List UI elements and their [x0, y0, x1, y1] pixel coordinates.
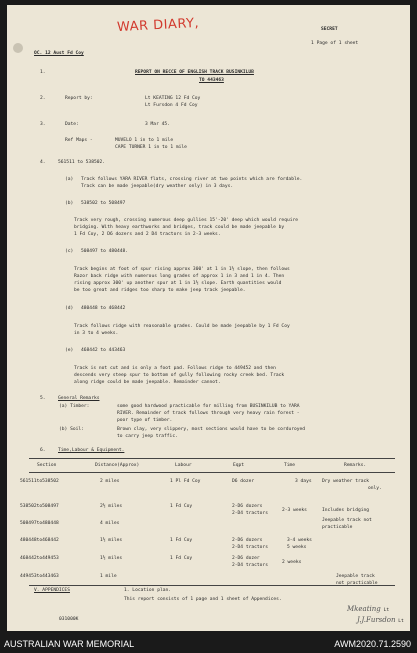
classification: SECRET	[321, 27, 338, 32]
cell-eqpt: 2-D6 dozers	[232, 538, 263, 543]
cell-labour: 1 Fd Coy	[170, 538, 193, 543]
soil-label: (b) Soil:	[59, 427, 84, 432]
cell-labour: 1 Fd Coy	[170, 556, 193, 561]
para-c-label: (c)	[65, 249, 74, 254]
unit-heading: OC. 12 Aust Fd Coy	[34, 51, 84, 56]
para-d-line1: Track follows ridge with reasonable grades. Could be made jeepable by 1 Fd Coy	[74, 324, 290, 329]
para-b-line2: bridging. With heavy earthworks and bridges, track could be made jeepable by	[74, 225, 285, 230]
para-c-line2: Razor back ridge with numerous long grades of approx 1 in 3 and 1 in 4. Then	[74, 274, 285, 279]
para-d-range: 480448 to 468442	[81, 306, 126, 311]
signature-2-rank: Lt	[398, 619, 404, 624]
para-c-line1: Track begins at foot of spur rising approx 300' at 1 in 1½ slope, then follows	[74, 267, 290, 272]
cell-time-2: 5 weeks	[287, 545, 307, 550]
page-number: 1	[311, 41, 314, 46]
ref-map-1: MUVELO 1 in to 1 mile	[115, 138, 174, 143]
para-c-range: 508497 to 480448.	[81, 249, 129, 254]
date-label: Date:	[65, 122, 79, 127]
report-by-line1: Lt KEATING 12 Fd Coy	[145, 96, 201, 101]
timber-line1: some good hardwood practicable for milling from BUSINKILUB to YARA	[117, 404, 300, 409]
col-header-distance: Distance(Approx)	[95, 463, 140, 468]
cell-remarks: Jeepable track	[336, 574, 375, 579]
para-b-line1: Track very rough, crossing numerous deep gullies 15'-20' deep which would require	[74, 218, 299, 223]
para-a-line1: Track follows YARA RIVER flats, crossing river at two points which are fordable.	[81, 177, 303, 182]
para-c-line3: rising approx 300' up another spur at 1 in 1½ slope. Earth quantities would	[74, 281, 282, 286]
cell-distance: 4 miles	[100, 521, 120, 526]
timber-line3: poor type of timber.	[117, 418, 173, 423]
cell-labour: 1 Pl Fd Coy	[170, 479, 201, 484]
handwritten-war-diary: WAR DIARY,	[116, 15, 200, 36]
signature-1	[347, 606, 389, 614]
cell-time: 3 days	[295, 479, 312, 484]
cell-section: 468442to449453	[20, 556, 59, 561]
general-remarks-heading: General Remarks	[58, 396, 100, 401]
timber-label: (a) Timber:	[59, 404, 90, 409]
signature-2	[357, 617, 404, 625]
appendix-note: This report consists of 1 page and 1 sheet of Appendices.	[124, 597, 282, 602]
item-number-6: 6.	[40, 448, 46, 453]
col-header-time: Time	[284, 463, 296, 468]
report-by-line2: Lt Fursdon 4 Fd Coy	[145, 103, 198, 108]
page-of: of	[330, 41, 336, 46]
cell-section: 449453to443463	[20, 574, 59, 579]
archive-footer	[0, 636, 417, 653]
para-b-range: 538502 to 508497	[81, 201, 126, 206]
report-title-line2: TO 443463	[199, 78, 224, 83]
cell-eqpt-2: 2-D4 tractors	[232, 511, 268, 516]
para-d-label: (d)	[65, 306, 74, 311]
cell-labour: 1 Fd Coy	[170, 504, 193, 509]
table-bottom-rule	[29, 585, 395, 586]
ref-map-2: CAPE TURNER 1 in to 1 mile	[115, 145, 187, 150]
para-c-line4: be too great and ridges too sharp to make jeep track jeepable.	[74, 288, 246, 293]
para-a-label: (a)	[65, 177, 74, 182]
cell-distance: 2 miles	[100, 479, 120, 484]
signature-1-name: Mkeating	[347, 605, 381, 613]
para-d-line2: in 3 to 4 weeks.	[74, 331, 119, 336]
item-number-3: 3.	[40, 122, 46, 127]
para-e-range: 468442 to 443463	[81, 348, 126, 353]
document-page	[7, 5, 410, 631]
footer-accession: AWM2020.71.2590	[334, 639, 411, 649]
report-by-label: Report by:	[65, 96, 93, 101]
cell-distance: 1 mile	[100, 574, 117, 579]
appendix-item: 1. Location plan.	[124, 588, 172, 593]
signature-1-rank: Lt	[383, 608, 390, 613]
cell-section: 480448to468442	[20, 538, 59, 543]
appendices-heading: V. APPENDICES	[34, 588, 70, 593]
cell-remarks: Dry weather track	[322, 479, 370, 484]
punch-hole	[13, 43, 23, 53]
soil-line1: Brown clay, very slippery, most sections would have to be corduroyed	[117, 427, 306, 432]
cell-time: 2 weeks	[282, 560, 302, 565]
col-header-labour: Labour	[175, 463, 192, 468]
para-e-line3: along ridge could be made jeepable. Remainder cannot.	[74, 380, 221, 385]
route-range: 561511 to 538502.	[58, 160, 106, 165]
ref-maps-label: Ref Maps -	[65, 138, 93, 143]
col-header-section: Section	[37, 463, 57, 468]
para-b-line3: 1 Fd Coy, 2 D6 dozers and 2 D4 tractors in 2-3 weeks.	[74, 232, 221, 237]
item-number-5: 5.	[40, 396, 46, 401]
cell-time: 3-4 weeks	[287, 538, 312, 543]
file-reference: 031000K	[59, 617, 79, 622]
page-indicator	[311, 41, 358, 47]
item-number-1: 1.	[40, 70, 46, 75]
cell-time: 2-3 weeks	[282, 508, 307, 513]
cell-distance: 1½ miles	[100, 538, 123, 543]
sheet-label: sheet	[344, 41, 359, 46]
cell-distance: 1½ miles	[100, 556, 123, 561]
para-e-line1: Track is not cut and is only a foot pad. Follows ridge to 449452 and then	[74, 366, 276, 371]
signature-2-name: J.J.Fursdon	[357, 616, 396, 624]
page-label: Page	[316, 41, 328, 46]
table-header-rule	[29, 472, 395, 473]
cell-remarks-2: not practicable	[336, 581, 378, 586]
item-number-2: 2.	[40, 96, 46, 101]
para-e-line2: descends very steep spur to bottom of gully following rocky creek bed. Track	[74, 373, 285, 378]
cell-eqpt: D6 dozer	[232, 479, 255, 484]
cell-section: 561511to538502	[20, 479, 59, 484]
footer-institution: AUSTRALIAN WAR MEMORIAL	[4, 639, 135, 649]
date-value: 3 Mar 45.	[145, 122, 170, 127]
cell-eqpt-2: 2-D4 tractors	[232, 563, 268, 568]
cell-eqpt: 2-D6 dozers	[232, 504, 263, 509]
cell-remarks: Includes bridging	[322, 508, 370, 513]
cell-distance: 2½ miles	[100, 504, 123, 509]
col-header-eqpt: Eqpt	[233, 463, 245, 468]
cell-section: 508497to480448	[20, 521, 59, 526]
para-a-line2: Track can be made jeepable(dry weather only) in 3 days.	[81, 184, 234, 189]
cell-eqpt: 2-D6 dozer	[232, 556, 260, 561]
para-e-label: (e)	[65, 348, 74, 353]
report-title-line1: REPORT ON RECCE OF ENGLISH TRACK BUSINKILUB	[135, 70, 254, 75]
timber-line2: RIVER. Remainder of track follows through very heavy rain forest -	[117, 411, 300, 416]
soil-line2: to carry jeep traffic.	[117, 434, 178, 439]
table-top-rule	[29, 458, 395, 459]
col-header-remarks: Remarks.	[344, 463, 367, 468]
item-number-4: 4.	[40, 160, 46, 165]
cell-remarks-2: practicable	[322, 525, 353, 530]
para-b-label: (b)	[65, 201, 74, 206]
cell-remarks: Jeepable track not	[322, 518, 372, 523]
cell-remarks-2: only.	[368, 486, 382, 491]
sheet-number: 1	[338, 41, 342, 46]
time-labour-heading: Time,Labour & Equipment.	[58, 448, 125, 453]
cell-eqpt-2: 2-D4 tractors	[232, 545, 268, 550]
cell-section: 538502to508497	[20, 504, 59, 509]
